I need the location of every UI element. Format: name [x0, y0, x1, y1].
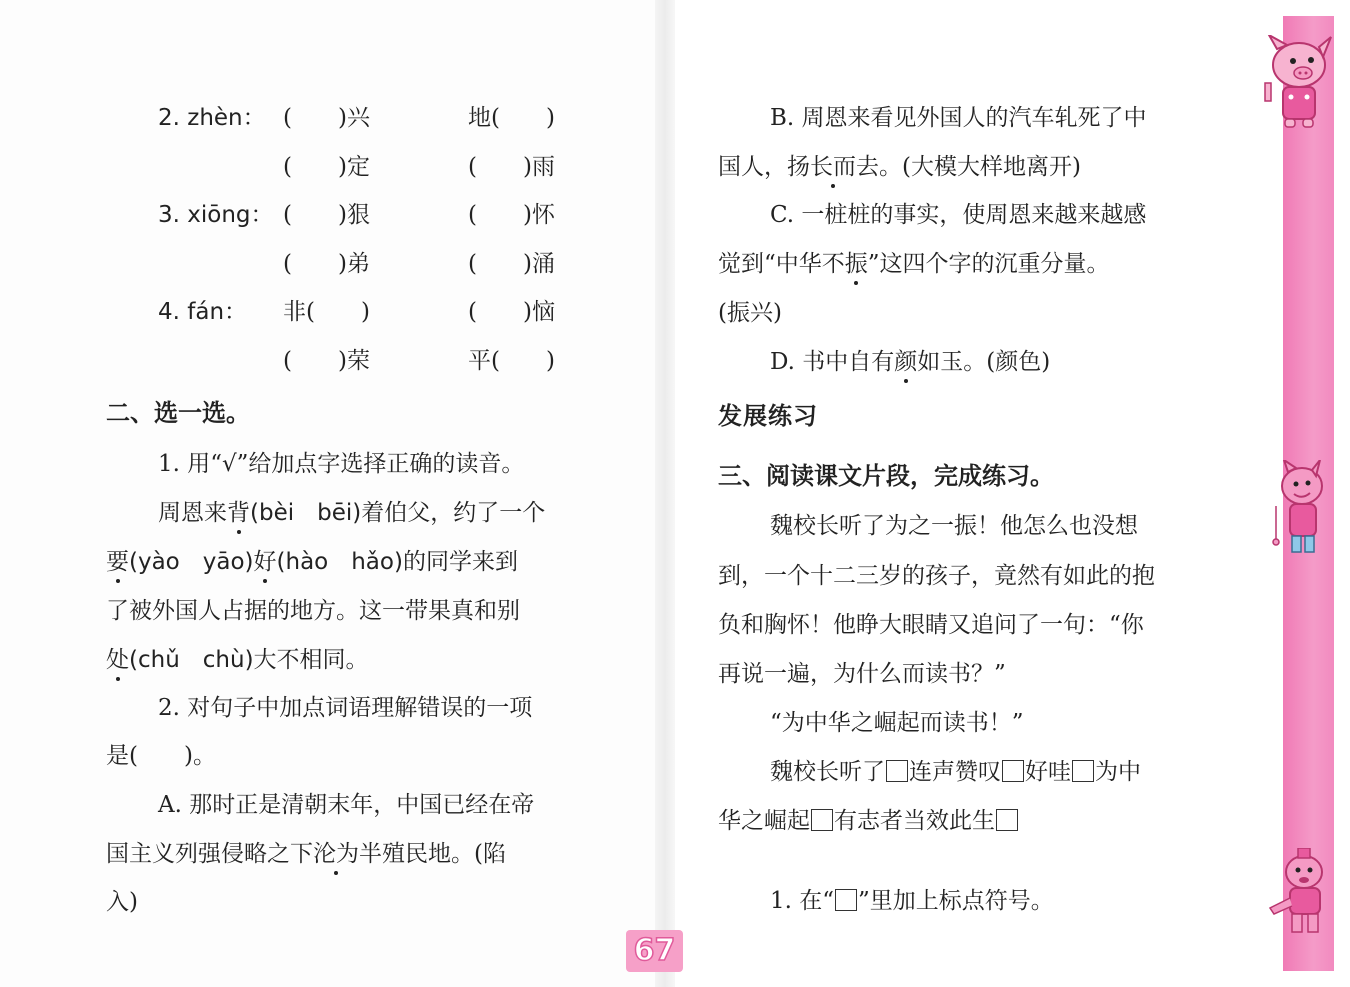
- dotted-word: 沦为: [313, 841, 359, 867]
- item-4-cell: ( )荣: [283, 348, 370, 374]
- text-run: (chǔ chù)大不相同。: [129, 647, 369, 673]
- item-4-cell: ( )恼: [468, 299, 555, 325]
- text-run: ”里加上标点符号。: [858, 888, 1054, 914]
- item-4-label: 4. fán：: [158, 299, 248, 325]
- option-a-line-2: [106, 839, 506, 869]
- q1-line-3: 了被外国人占据的地方。这一带果真和别: [106, 598, 520, 624]
- option-b-line-1: B. 周恩来看见外国人的汽车轧死了中: [770, 105, 1147, 131]
- book-gutter: [655, 0, 675, 987]
- text-run: (bèi bēi)着伯父，约了一个: [250, 500, 546, 526]
- text-run: 有志者当效此生: [834, 808, 995, 834]
- dotted-char: 处: [106, 647, 129, 673]
- text-run: 国人，: [718, 154, 787, 180]
- q1-line-1: [158, 498, 545, 528]
- passage-line: 魏校长听了为之一振！他怎么也没想: [770, 513, 1138, 539]
- item-3-cell: ( )弟: [283, 251, 370, 277]
- item-3-cell: ( )狠: [283, 202, 370, 228]
- option-c-line-2: [718, 249, 1110, 279]
- text-run: ”这四个字的沉重分量。: [867, 251, 1110, 277]
- option-d: [770, 347, 1050, 377]
- text-run: (hào hǎo)的同学来到: [276, 549, 518, 575]
- page-number-badge: [626, 930, 683, 972]
- text-run: 国主义列强侵略之下: [106, 841, 313, 867]
- text-run: 连声赞叹: [909, 759, 1001, 785]
- dog-mascot-icon: [1264, 848, 1338, 938]
- fill-line-2: [718, 806, 1019, 836]
- item-2-cell: ( )定: [283, 154, 370, 180]
- fill-line-1: [770, 757, 1141, 787]
- text-run: 1. 在“: [770, 888, 835, 914]
- q3-1-title: [770, 886, 1054, 916]
- q1-title: 1. 用“√”给加点字选择正确的读音。: [158, 451, 525, 477]
- dotted-char: 要: [106, 549, 129, 575]
- punctuation-box[interactable]: [996, 809, 1018, 831]
- passage-line: “为中华之崛起而读书！”: [770, 710, 1024, 736]
- q2-line-2: 是( )。: [106, 743, 216, 769]
- item-2-label: 2. zhèn：: [158, 105, 266, 131]
- item-2-cell: ( )雨: [468, 154, 555, 180]
- text-run: 。(大模大样地离开): [879, 154, 1081, 180]
- item-4-cell: 非( ): [283, 299, 370, 325]
- punctuation-box[interactable]: [1072, 760, 1094, 782]
- option-a-line-3: 入): [106, 889, 138, 915]
- punctuation-box[interactable]: [811, 809, 833, 831]
- section-3-title: 三、阅读课文片段，完成练习。: [718, 462, 1054, 490]
- text-run: 如玉。(颜色): [917, 349, 1051, 375]
- text-run: 半殖民地。(陷: [359, 841, 506, 867]
- text-run: 华之崛起: [718, 808, 810, 834]
- item-2-cell: ( )兴: [283, 105, 370, 131]
- text-run: 为中: [1095, 759, 1141, 785]
- section-2-title: 二、选一选。: [106, 399, 250, 427]
- punctuation-box-sample: [835, 889, 857, 911]
- page-number: 67: [633, 933, 676, 968]
- item-3-cell: ( )怀: [468, 202, 555, 228]
- right-page: [665, 0, 1350, 987]
- development-title: 发展练习: [718, 402, 818, 430]
- dotted-char: 背: [227, 500, 250, 526]
- item-2-cell: 地( ): [468, 105, 555, 131]
- passage-line: 再说一遍，为什么而读书？”: [718, 661, 1006, 687]
- option-c-line-3: (振兴): [718, 300, 782, 326]
- q2-line-1: 2. 对句子中加点词语理解错误的一项: [158, 695, 533, 721]
- pig-mascot-icon: [1255, 35, 1337, 130]
- text-run: 好哇: [1025, 759, 1071, 785]
- option-c-line-1: C. 一桩桩的事实，使周恩来越来越感: [770, 202, 1147, 228]
- passage-line: 到，一个十二三岁的孩子，竟然有如此的抱: [718, 563, 1155, 589]
- punctuation-box[interactable]: [886, 760, 908, 782]
- option-b-line-2: [718, 152, 1081, 182]
- q1-line-2: [106, 547, 518, 577]
- text-run: 周恩来: [158, 500, 227, 526]
- dotted-char: 颜: [894, 349, 918, 375]
- text-run: (yào yāo): [129, 549, 254, 575]
- item-3-label: 3. xiōng：: [158, 202, 274, 228]
- q1-line-4: [106, 645, 369, 675]
- text-run: D. 书中自有: [770, 349, 895, 375]
- punctuation-box[interactable]: [1002, 760, 1024, 782]
- passage-line: 负和胸怀！他睁大眼睛又追问了一句：“你: [718, 612, 1144, 638]
- dotted-char: 振: [844, 251, 868, 277]
- item-3-cell: ( )涌: [468, 251, 555, 277]
- text-run: 魏校长听了: [770, 759, 885, 785]
- item-4-cell: 平( ): [468, 348, 555, 374]
- wolf-mascot-icon: [1262, 460, 1332, 560]
- text-run: 觉到“中华不: [718, 251, 845, 277]
- option-a-line-1: A. 那时正是清朝末年，中国已经在帝: [158, 792, 535, 818]
- dotted-char: 好: [253, 549, 277, 575]
- dotted-word: 扬长而去: [787, 154, 879, 180]
